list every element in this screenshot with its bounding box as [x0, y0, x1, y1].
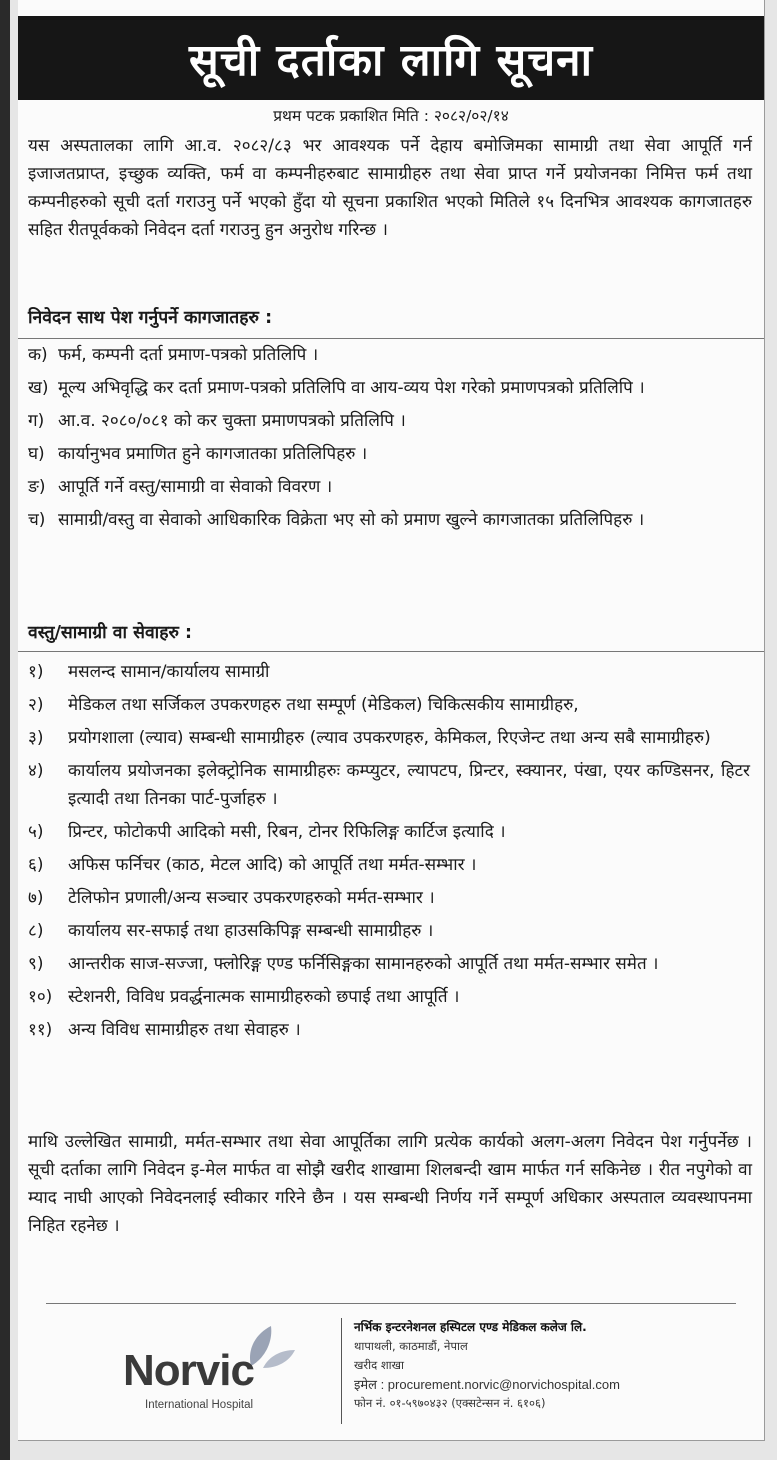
- service-item-text: आन्तरीक साज-सज्जा, फ्लोरिङ्ग एण्ड फर्निसिङ्गका सामानहरुको आपूर्ति तथा मर्मत-सम्भार समेत ।: [68, 954, 659, 974]
- logo-subtitle: International Hospital: [145, 1399, 254, 1411]
- doc-item-text: आ.व. २०८०/०८१ को कर चुक्ता प्रमाणपत्रको प्रतिलिपि ।: [58, 411, 406, 431]
- doc-item-marker: ग): [28, 411, 45, 431]
- norvic-logo: [123, 1320, 298, 1420]
- org-email: इमेल : procurement.norvic@norvichospital.com: [354, 1377, 620, 1392]
- service-item-text: कार्यालय सर-सफाई तथा हाउसकिपिङ्ग सम्बन्धी सामाग्रीहरु ।: [68, 921, 434, 941]
- service-item-marker: ६): [28, 855, 44, 875]
- doc-item: [28, 374, 750, 402]
- docs-heading: निवेदन साथ पेश गर्नुपर्ने कागजातहरु :: [28, 308, 273, 328]
- org-phone: फोन नं. ०१-५९७०४३२ (एक्सटेन्सन नं. ६१०६): [354, 1396, 546, 1410]
- service-item-marker: १): [28, 662, 44, 682]
- service-item: [28, 884, 750, 912]
- service-item-text: अन्य विविध सामाग्रीहरु तथा सेवाहरु ।: [68, 1020, 301, 1040]
- left-edge-bar: [0, 0, 10, 1460]
- docs-list: [28, 341, 750, 539]
- intro-paragraph: यस अस्पतालका लागि आ.व. २०८२/८३ भर आवश्यक पर्ने देहाय बमोजिमका सामाग्री तथा सेवा आपूर्ति गर्न इजाजतप्राप्त, इच्छुक व्यक्ति, फर्म वा कम्पनीहरुबाट सामाग्रीहरु तथा सेवा प्राप्त गर्ने प्रयोजनका निमित्त फर्म तथा कम्पनीहरुको सूची दर्ता गराउनु पर्ने भएको हुँदा यो सूचना प्रकाशित भएको मितिले १५ दिनभित्र आवश्यक कागजातहरु सहित रीतपूर्वकको निवेदन दर्ता गराउनु हुन अनुरोध गरिन्छ ।: [28, 136, 752, 240]
- doc-item-marker: च): [28, 510, 46, 530]
- doc-item-marker: ख): [28, 378, 49, 398]
- service-item: [28, 691, 750, 719]
- service-item-marker: २): [28, 695, 44, 715]
- docs-divider: [18, 338, 764, 339]
- doc-item: [28, 341, 750, 369]
- service-item-text: अफिस फर्निचर (काठ, मेटल आदि) को आपूर्ति तथा मर्मत-सम्भार ।: [68, 855, 477, 875]
- service-item: [28, 724, 750, 752]
- doc-item-marker: घ): [28, 444, 45, 464]
- org-address: थापाथली, काठमाडौं, नेपाल: [354, 1339, 468, 1353]
- doc-item: [28, 407, 750, 435]
- doc-item: [28, 506, 750, 534]
- service-item-marker: १०): [28, 987, 53, 1007]
- closing-paragraph: माथि उल्लेखित सामाग्री, मर्मत-सम्भार तथा सेवा आपूर्तिका लागि प्रत्येक कार्यको अलग-अलग निवेदन पेश गर्नुपर्नेछ । सूची दर्ताका लागि निवेदन इ-मेल मार्फत वा सोझै खरीद शाखामा शिलबन्दी खाम मार्फत गर्न सकिनेछ । रीत नपुगेको वा म्याद नाघी आएको निवेदनलाई स्वीकार गरिने छैन । यस सम्बन्धी निर्णय गर्ने सम्पूर्ण अधिकार अस्पताल व्यवस्थापनमा निहित रहनेछ ।: [28, 1132, 752, 1236]
- doc-item-text: फर्म, कम्पनी दर्ता प्रमाण-पत्रको प्रतिलिपि ।: [58, 345, 319, 365]
- doc-item-marker: क): [28, 345, 48, 365]
- doc-item: [28, 473, 750, 501]
- notice-title: सूची दर्ताका लागि सूचना: [18, 16, 764, 100]
- notice-paper: [18, 0, 765, 1441]
- org-department: खरीद शाखा: [354, 1358, 405, 1372]
- service-item-marker: ७): [28, 888, 44, 908]
- service-item: [28, 851, 750, 879]
- service-item-text: प्रयोगशाला (ल्याव) सम्बन्धी सामाग्रीहरु (ल्याव उपकरणहरु, केमिकल, रिएजेन्ट तथा अन्य सबै सामाग्रीहरु): [68, 728, 711, 748]
- service-item: [28, 1016, 750, 1044]
- service-item-marker: ५): [28, 822, 44, 842]
- doc-item-text: मूल्य अभिवृद्धि कर दर्ता प्रमाण-पत्रको प्रतिलिपि वा आय-व्यय पेश गरेको प्रमाणपत्रको प्रतिलिपि ।: [58, 378, 645, 398]
- doc-item-text: कार्यानुभव प्रमाणित हुने कागजातका प्रतिलिपिहरु ।: [58, 444, 368, 464]
- items-heading: वस्तु/सामाग्री वा सेवाहरु :: [28, 623, 193, 643]
- footer-vertical-divider: [341, 1318, 342, 1424]
- service-item-text: स्टेशनरी, विविध प्रवर्द्धनात्मक सामाग्रीहरुको छपाई तथा आपूर्ति ।: [68, 987, 460, 1007]
- service-item-marker: ९): [28, 954, 44, 974]
- service-item: [28, 818, 750, 846]
- service-item: [28, 658, 750, 686]
- service-item-marker: ४): [28, 761, 44, 781]
- published-date: प्रथम पटक प्रकाशित मिति : २०८२/०२/१४: [273, 107, 509, 125]
- doc-item-text: सामाग्री/वस्तु वा सेवाको आधिकारिक विक्रेता भए सो को प्रमाण खुल्ने कागजातका प्रतिलिपिहरु ।: [58, 510, 645, 530]
- doc-item-text: आपूर्ति गर्ने वस्तु/सामाग्री वा सेवाको विवरण ।: [58, 477, 333, 497]
- items-list: [28, 658, 750, 1049]
- footer-divider: [46, 1303, 736, 1304]
- service-item: [28, 950, 750, 978]
- logo-wordmark: Norvic: [123, 1346, 254, 1395]
- service-item: [28, 917, 750, 945]
- org-name: नर्भिक इन्टरनेशनल हस्पिटल एण्ड मेडिकल कलेज लि.: [354, 1320, 587, 1334]
- doc-item: [28, 440, 750, 468]
- service-item-marker: ११): [28, 1020, 53, 1040]
- service-item-marker: ३): [28, 728, 44, 748]
- service-item-text: टेलिफोन प्रणाली/अन्य सञ्चार उपकरणहरुको मर्मत-सम्भार ।: [68, 888, 435, 908]
- items-divider: [18, 651, 764, 652]
- service-item: [28, 757, 750, 813]
- contact-block: [354, 1318, 754, 1413]
- service-item-text: मसलन्द सामान/कार्यालय सामाग्री: [68, 662, 270, 682]
- service-item-marker: ८): [28, 921, 44, 941]
- service-item-text: मेडिकल तथा सर्जिकल उपकरणहरु तथा सम्पूर्ण (मेडिकल) चिकित्सकीय सामाग्रीहरु,: [68, 695, 579, 715]
- service-item: [28, 983, 750, 1011]
- service-item-text: प्रिन्टर, फोटोकपी आदिको मसी, रिबन, टोनर रिफिलिङ्ग कार्टिज इत्यादि ।: [68, 822, 506, 842]
- service-item-text: कार्यालय प्रयोजनका इलेक्ट्रोनिक सामाग्रीहरुः कम्प्युटर, ल्यापटप, प्रिन्टर, स्क्यानर, पंखा, एयर कण्डिसनर, हिटर इत्यादी तथा तिनका पार्ट-पुर्जाहरु ।: [68, 761, 750, 809]
- doc-item-marker: ङ): [28, 477, 46, 497]
